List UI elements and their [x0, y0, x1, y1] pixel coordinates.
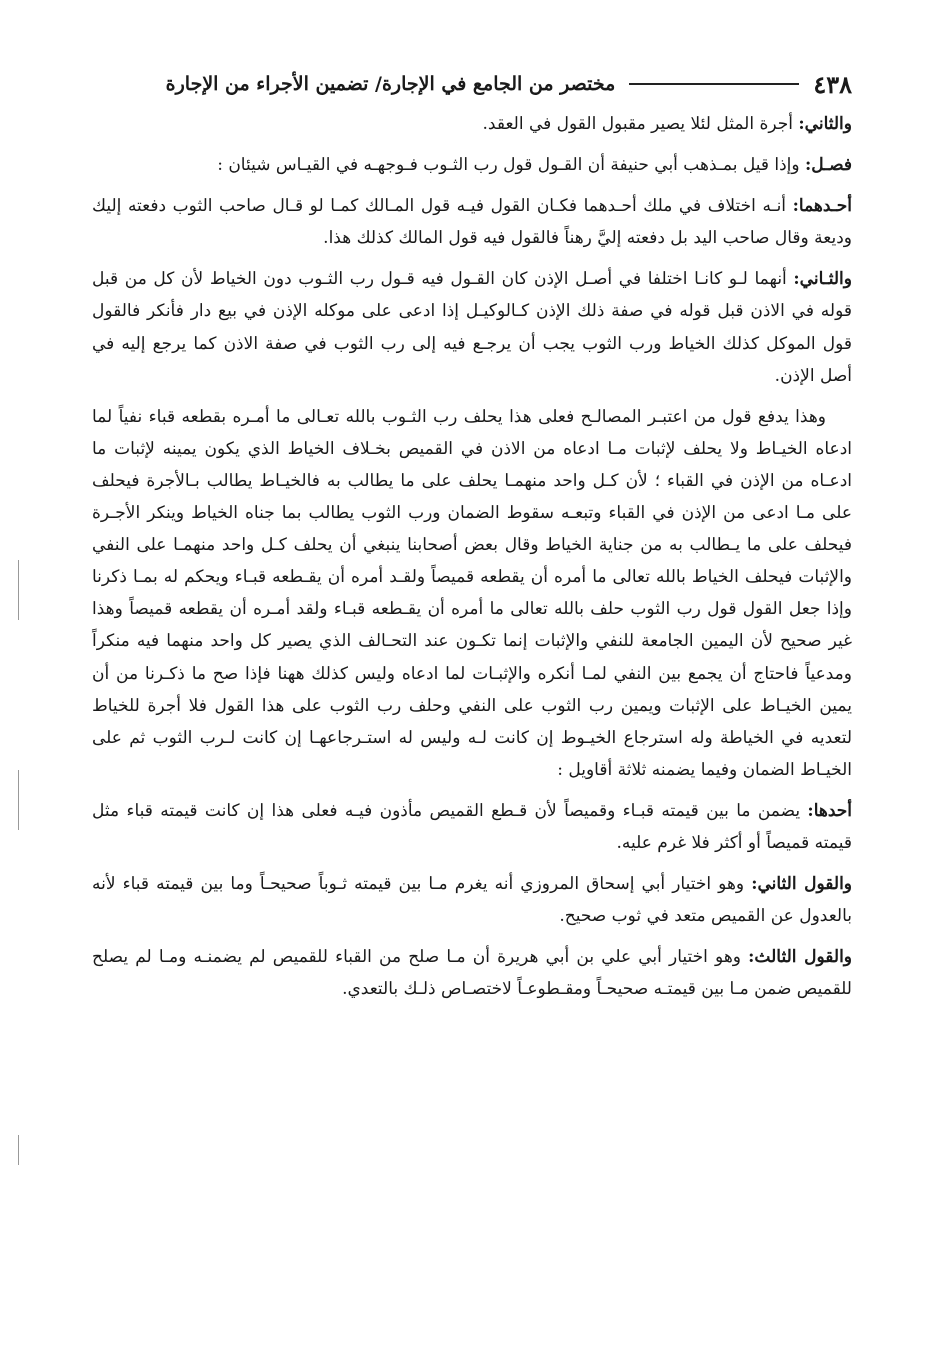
paragraph-text: وهذا يدفع قول من اعتبـر المصالـح فعلى هذا يحلف رب الثـوب بالله تعـالى ما أمـره بقطعه قباء نفياً لما ادعاه الخيـاط ولا يحلف لإثبات مـا ادعاه من الاذن في القميص بخـلاف الخياط الذي يكون يمينه لإثبات ما ادعـاه من الإذن في القباء ؛ لأن كـل واحد منهمـا يحلف على ما يطالب به فالخيـاط يطالب بـالأجرة فيحلف على مـا ادعى من الإذن في القباء وتبعـه سقوط الضمان ورب الثوب يطالب بما جناه الخياط وينكر الأجـرة فيحلف على ما يـطالب به من جناية الخياط وقال بعض أصحابنا ينبغي أن يحلف كـل واحد منهمـا على النفي والإثبات فيحلف الخياط بالله تعالى ما أمره أن يقطعه قميصاً ولقـد أمره أن يقـطعه قبـاء ويحكم له بمـا ذكرنا وإذا جعل القول قول رب الثوب حلف بالله تعالى ما أمره أن يقـطعه قبـاء ولقد أمـره أن يقطعه قميصاً وهذا غير صحيح لأن اليمين الجامعة للنفي والإثبات إنما تكـون عند التحـالف الذي يصير كل واحد منهما فيه منكراً ومدعياً فاحتاج أن يجمع بين النفي لمـا أنكره والإثبـات لما ادعاه وليس كذلك ههنا فإذا صح ما ذكـرنا من أن يمين الخيـاط على الإثبات ويمين رب الثوب على النفي وحلف رب الثوب على هذا القول فلا أجرة للخياط لتعديه في الخياطة وله استرجاع الخيـوط إن كانت لـه وليس له استـرجاعهـا إن كانت لـرب الثوب ثم على الخيـاط الضمان وفيما يضمنه ثلاثة أقاويل :	[92, 406, 852, 780]
paragraph-text: وهو اختيار أبي إسحاق المروزي أنه يغرم مـا بين قيمته ثـوباً صحيحـاً وما بين قيمته قباء لأنه بالعدول عن القميص متعد في ثوب صحيح.	[92, 874, 852, 927]
paragraph-7	[92, 868, 852, 932]
scan-margin-mark	[18, 1135, 19, 1165]
paragraph-1	[92, 108, 852, 140]
scan-margin-mark	[18, 560, 19, 620]
paragraph-text: يضمن ما بين قيمته قبـاء وقميصاً لأن قـطع القميص مأذون فيـه فعلى هذا إن كانت قيمته قباء مثل قيمته قميصاً أو أكثر فلا غرم عليه.	[92, 800, 852, 853]
page-body	[92, 108, 852, 1014]
paragraph-2	[92, 149, 852, 181]
paragraph-lead: والثاني:	[798, 114, 852, 134]
paragraph-text: أنهما لـو كانـا اختلفا في أصـل الإذن كان القـول فيه قـول رب الثـوب دون الخياط لأن كل من قبل قوله في الاذن قبل قوله في صفة ذلك الإذن كـالوكيـل إذا ادعى على موكله الإذن في بيع دار فأنكر فالقول قول الموكل كذلك الخياط ورب الثوب يجب أن يرجـع فيه إلى رب الثوب في صفة الاذن كما يرجع إليه في أصل الإذن.	[92, 269, 852, 386]
scan-margin-mark	[18, 770, 19, 830]
paragraph-lead: والقول الثالث:	[748, 947, 852, 968]
paragraph-text: أنـه اختلاف في ملك أحـدهما فكـان القول فيـه قول المـالك كمـا لو قـال صاحب الثوب دفعته إليك وديعة وقال صاحب اليد بل دفعته إليَّ رهناً فالقول فيه قول المالك كذلك هذا.	[92, 196, 852, 249]
paragraph-lead: أحـدهما:	[792, 196, 852, 217]
paragraph-text: أجرة المثل لئلا يصير مقبول القول في العقد.	[482, 114, 799, 134]
paragraph-text: وإذا قيل بمـذهب أبي حنيفة أن القـول قول رب الثـوب فـوجهـه في القيـاس شيئان :	[217, 155, 805, 176]
paragraph-lead: أحدها:	[807, 800, 852, 821]
paragraph-lead: والثـاني:	[793, 269, 852, 290]
paragraph-8	[92, 941, 852, 1005]
paragraph-text: وهو اختيار أبي علي بن أبي هريرة أن مـا صلح من القباء للقميص لم يضمنـه ومـا لم يصلح للقميص ضمن مـا بين قيمتـه صحيحـاً ومقـطوعـاً لاختصـاص ذلـك بالتعدي.	[92, 947, 852, 1000]
running-header	[92, 64, 852, 104]
paragraph-5	[92, 401, 852, 786]
paragraph-4	[92, 263, 852, 391]
header-title: مختصر من الجامع في الإجارة/ تضمين الأجراء من الإجارة	[165, 73, 616, 95]
paragraph-6	[92, 795, 852, 859]
paragraph-lead: فصـل:	[805, 155, 852, 176]
header-rule	[629, 83, 799, 85]
page-number: ٤٣٨	[813, 69, 852, 99]
paragraph-3	[92, 190, 852, 254]
paragraph-lead: والقول الثاني:	[751, 874, 853, 895]
